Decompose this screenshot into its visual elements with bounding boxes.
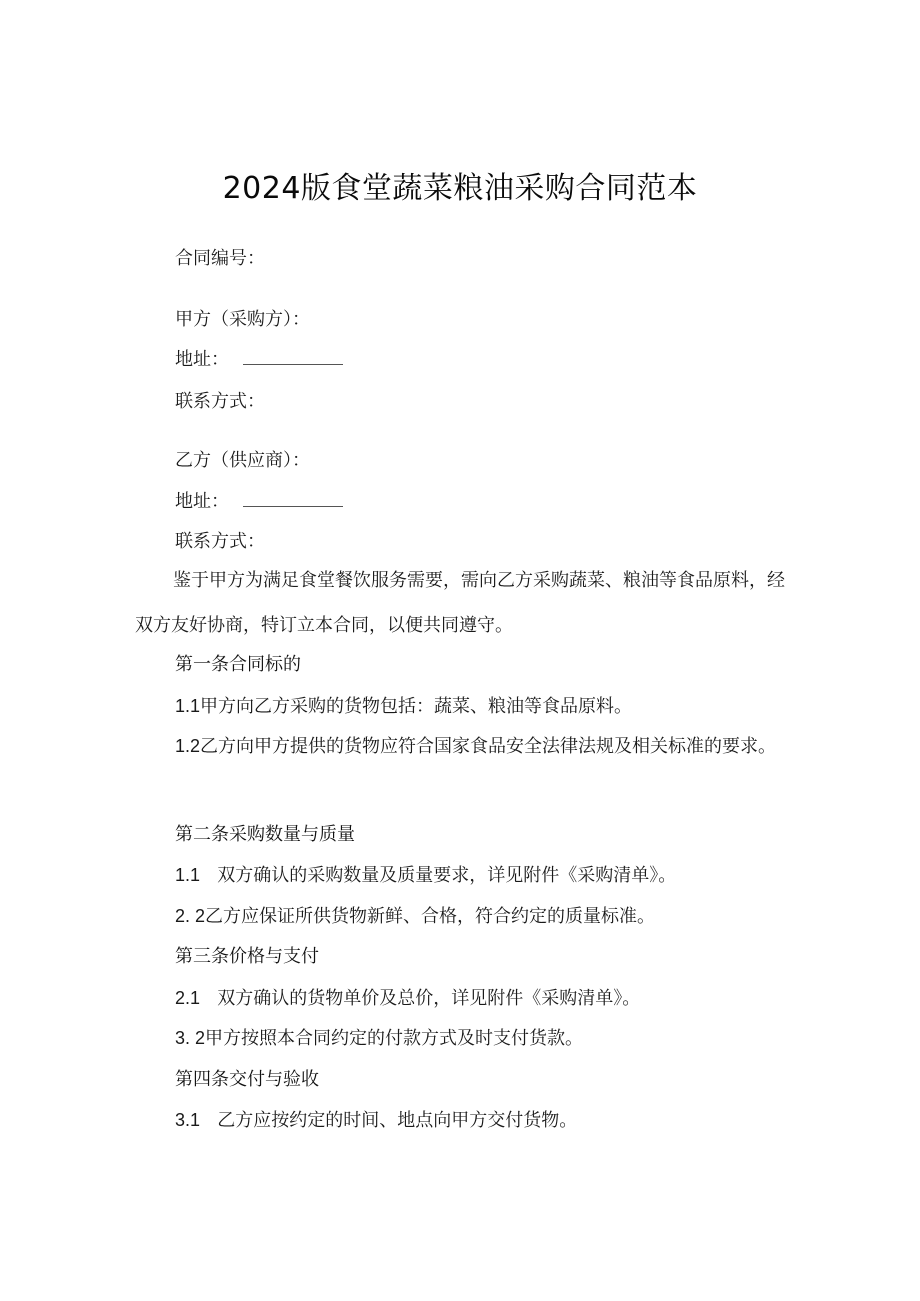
clause-text: 双方确认的货物单价及总价，详见附件《采购清单》。 xyxy=(217,988,641,1009)
clause-number: 1.1 xyxy=(175,865,201,885)
clause-number: 3. 2 xyxy=(175,1028,206,1048)
section-1-clause-2 xyxy=(135,724,785,769)
clause-number: 3.1 xyxy=(175,1110,201,1130)
clause-number: 1.1 xyxy=(175,696,201,716)
clause-text: 双方确认的采购数量及质量要求，详见附件《采购清单》。 xyxy=(217,865,677,886)
party-b-address xyxy=(175,487,343,513)
section-3-heading: 第三条价格与支付 xyxy=(175,946,319,967)
contract-number-label: 合同编号： xyxy=(175,248,265,269)
document-title: 2024版食堂蔬菜粮油采购合同范本 xyxy=(222,171,698,206)
section-2-heading: 第二条采购数量与质量 xyxy=(175,824,355,845)
clause-number: 1.2 xyxy=(175,736,201,756)
clause-number: 2.1 xyxy=(175,988,201,1008)
party-b-contact-label: 联系方式： xyxy=(175,531,265,552)
section-3-clause-1 xyxy=(175,984,640,1010)
section-4-clause-1 xyxy=(175,1106,577,1132)
party-b-address-label: 地址： xyxy=(175,491,229,512)
clause-text: 甲方向乙方采购的货物包括：蔬菜、粮油等食品原料。 xyxy=(200,696,633,717)
party-a-contact-label: 联系方式： xyxy=(175,391,265,412)
clause-number: 2. 2 xyxy=(175,906,206,926)
section-2-clause-2 xyxy=(175,902,655,928)
preamble-paragraph: 鉴于甲方为满足食堂餐饮服务需要，需向乙方采购蔬菜、粮油等食品原料，经双方友好协商，特订立本合同，以便共同遵守。 xyxy=(135,570,785,636)
party-b-address-blank xyxy=(243,490,343,507)
party-a-address-blank xyxy=(243,348,343,365)
clause-text: 乙方应按约定的时间、地点向甲方交付货物。 xyxy=(217,1110,578,1131)
party-a-address xyxy=(175,345,343,371)
party-a-label: 甲方（采购方）： xyxy=(175,309,310,330)
party-a-address-label: 地址： xyxy=(175,349,229,370)
party-b-label: 乙方（供应商）： xyxy=(175,450,310,471)
section-2-clause-1 xyxy=(175,861,676,887)
clause-text: 乙方应保证所供货物新鲜、合格，符合约定的质量标准。 xyxy=(205,906,656,927)
clause-text: 甲方按照本合同约定的付款方式及时支付货款。 xyxy=(205,1028,584,1049)
section-4-heading: 第四条交付与验收 xyxy=(175,1069,319,1090)
clause-text: 乙方向甲方提供的货物应符合国家食品安全法律法规及相关标准的要求。 xyxy=(200,736,777,757)
section-1-clause-1 xyxy=(175,692,632,718)
section-3-clause-2 xyxy=(175,1024,583,1050)
section-1-heading: 第一条合同标的 xyxy=(175,654,301,675)
